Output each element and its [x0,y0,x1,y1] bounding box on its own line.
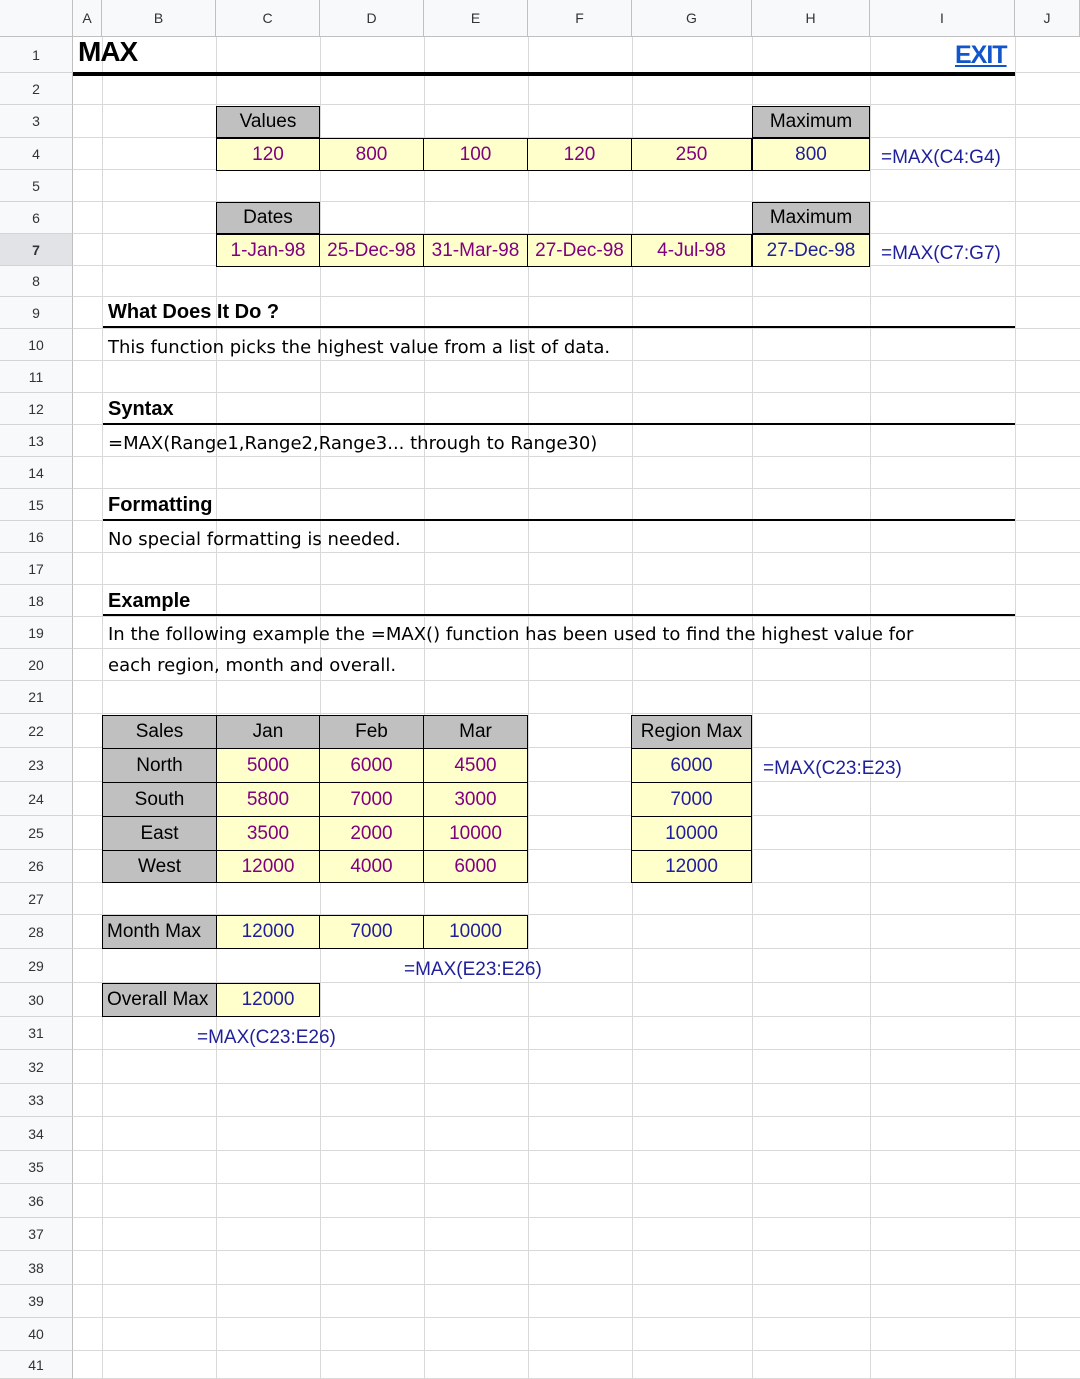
row-header[interactable]: 21 [0,681,73,714]
column-header-e[interactable]: E [424,0,528,37]
row-header[interactable]: 29 [0,949,73,983]
jan-header[interactable]: Jan [216,715,320,749]
row-header[interactable]: 18 [0,585,73,617]
date-cell-c7[interactable]: 1-Jan-98 [216,234,320,267]
value-cell-d4[interactable]: 800 [319,138,424,171]
region-south[interactable]: South [102,782,217,817]
row-header[interactable]: 37 [0,1218,73,1251]
row-header[interactable]: 7 [0,234,73,266]
region-max-west[interactable]: 12000 [631,850,752,883]
date-cell-d7[interactable]: 25-Dec-98 [319,234,424,267]
east-jan[interactable]: 3500 [216,816,320,851]
values-max-formula: =MAX(C4:G4) [881,147,1001,168]
what-text: This function picks the highest value from a list of data. [108,337,611,358]
north-mar[interactable]: 4500 [423,748,528,783]
row-header[interactable]: 32 [0,1050,73,1084]
dates-max-formula: =MAX(C7:G7) [881,243,1001,264]
example-rule [103,614,1015,616]
row-header[interactable]: 33 [0,1084,73,1117]
mar-header[interactable]: Mar [423,715,528,749]
row-header[interactable]: 3 [0,105,73,138]
select-all-corner[interactable] [0,0,73,37]
column-header-d[interactable]: D [320,0,424,37]
value-cell-f4[interactable]: 120 [527,138,632,171]
syntax-heading: Syntax [108,398,174,420]
row-header[interactable]: 13 [0,425,73,457]
month-max-feb[interactable]: 7000 [319,915,424,949]
syntax-text: =MAX(Range1,Range2,Range3... through to Range30) [108,433,598,454]
region-east[interactable]: East [102,816,217,851]
month-max-mar[interactable]: 10000 [423,915,528,949]
dates-header[interactable]: Dates [216,202,320,234]
region-max-header[interactable]: Region Max [631,715,752,749]
dates-maximum-header[interactable]: Maximum [752,202,870,234]
row-header[interactable]: 39 [0,1285,73,1318]
row-header[interactable]: 20 [0,649,73,681]
row-header[interactable]: 38 [0,1251,73,1285]
value-cell-c4[interactable]: 120 [216,138,320,171]
overall-max-label[interactable]: Overall Max [102,983,217,1017]
region-west[interactable]: West [102,850,217,883]
values-maximum-result[interactable]: 800 [752,138,870,171]
south-jan[interactable]: 5800 [216,782,320,817]
west-jan[interactable]: 12000 [216,850,320,883]
row-header[interactable]: 36 [0,1184,73,1218]
row-header[interactable]: 24 [0,782,73,816]
north-jan[interactable]: 5000 [216,748,320,783]
overall-max-formula: =MAX(C23:E26) [197,1027,336,1048]
west-feb[interactable]: 4000 [319,850,424,883]
row-header[interactable]: 16 [0,521,73,553]
example-text-line-1: In the following example the =MAX() function has been used to find the highest value for [108,624,914,645]
month-max-formula: =MAX(E23:E26) [404,959,542,980]
column-header-j[interactable]: J [1015,0,1080,37]
example-text-line-2: each region, month and overall. [108,655,397,676]
page-title: MAX [78,36,138,67]
row-header[interactable]: 15 [0,489,73,521]
row-header[interactable]: 35 [0,1151,73,1184]
row-header[interactable]: 27 [0,883,73,915]
dates-maximum-result[interactable]: 27-Dec-98 [752,234,870,267]
column-header-g[interactable]: G [632,0,752,37]
south-feb[interactable]: 7000 [319,782,424,817]
row-header[interactable]: 28 [0,915,73,949]
row-header[interactable]: 9 [0,297,73,329]
row-header[interactable]: 25 [0,816,73,850]
region-max-formula: =MAX(C23:E23) [763,758,902,779]
region-max-east[interactable]: 10000 [631,816,752,851]
row-header[interactable]: 17 [0,553,73,585]
row-header[interactable]: 1 [0,37,73,73]
row-header[interactable]: 5 [0,170,73,202]
exit-link[interactable]: EXIT [955,41,1007,69]
date-cell-g7[interactable]: 4-Jul-98 [631,234,752,267]
formatting-rule [103,519,1015,521]
west-mar[interactable]: 6000 [423,850,528,883]
row-header[interactable]: 2 [0,73,73,105]
month-max-label[interactable]: Month Max [102,915,217,949]
column-header-a[interactable]: A [73,0,102,37]
row-header[interactable]: 8 [0,266,73,297]
column-header-c[interactable]: C [216,0,320,37]
value-cell-g4[interactable]: 250 [631,138,752,171]
east-mar[interactable]: 10000 [423,816,528,851]
region-north[interactable]: North [102,748,217,783]
syntax-rule [103,423,1015,425]
example-heading: Example [108,590,191,612]
row-header[interactable]: 31 [0,1017,73,1050]
column-header-h[interactable]: H [752,0,870,37]
title-underline [73,72,1015,76]
row-header[interactable]: 6 [0,202,73,234]
date-cell-f7[interactable]: 27-Dec-98 [527,234,632,267]
month-max-jan[interactable]: 12000 [216,915,320,949]
column-header-f[interactable]: F [528,0,632,37]
row-header[interactable]: 19 [0,617,73,649]
feb-header[interactable]: Feb [319,715,424,749]
value-cell-e4[interactable]: 100 [423,138,528,171]
row-header[interactable]: 14 [0,457,73,489]
date-cell-e7[interactable]: 31-Mar-98 [423,234,528,267]
row-header[interactable]: 34 [0,1117,73,1151]
north-feb[interactable]: 6000 [319,748,424,783]
east-feb[interactable]: 2000 [319,816,424,851]
formatting-text: No special formatting is needed. [108,529,401,550]
row-header[interactable]: 30 [0,983,73,1017]
row-header[interactable]: 41 [0,1351,73,1379]
row-header[interactable]: 11 [0,361,73,393]
values-header[interactable]: Values [216,106,320,138]
row-header[interactable]: 22 [0,714,73,748]
row-header[interactable]: 26 [0,850,73,883]
column-header-b[interactable]: B [102,0,216,37]
region-max-south[interactable]: 7000 [631,782,752,817]
column-header-i[interactable]: I [870,0,1015,37]
row-header[interactable]: 10 [0,329,73,361]
formatting-heading: Formatting [108,494,213,516]
what-heading: What Does It Do ? [108,301,280,323]
overall-max-value[interactable]: 12000 [216,983,320,1017]
values-maximum-header[interactable]: Maximum [752,106,870,138]
south-mar[interactable]: 3000 [423,782,528,817]
sales-header[interactable]: Sales [102,715,217,749]
row-header[interactable]: 4 [0,138,73,170]
row-header[interactable]: 12 [0,393,73,425]
region-max-north[interactable]: 6000 [631,748,752,783]
what-rule [103,326,1015,328]
row-header[interactable]: 23 [0,748,73,782]
row-header[interactable]: 40 [0,1318,73,1351]
